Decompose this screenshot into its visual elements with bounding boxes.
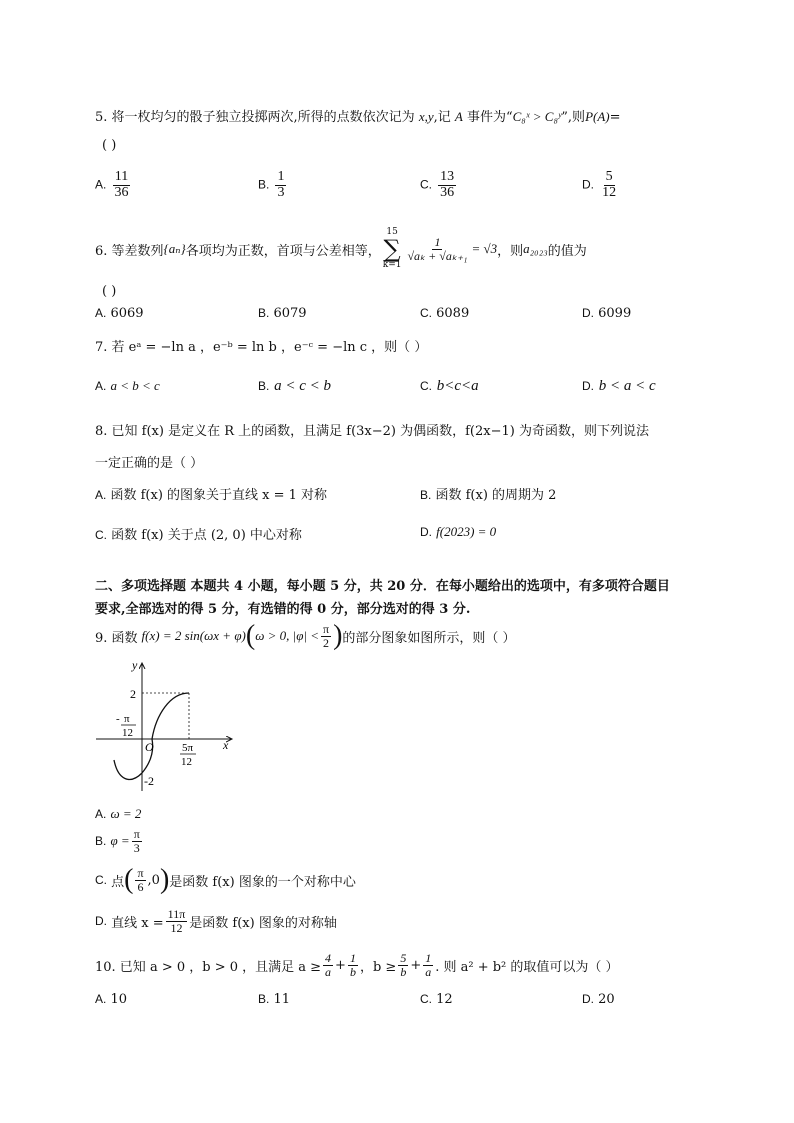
q6-stem-text-b: 各项均为正数，首项与公差相等， [185, 243, 381, 259]
q5-event-var: A [454, 109, 463, 124]
option-text: ω = 2 [110, 806, 142, 821]
origin-label: O [145, 740, 154, 754]
q10-option-d [582, 992, 615, 1007]
section2-heading-line1: 二、多项选择题 本题共 4 小题，每小题 5 分，共 20 分．在每小题给出的选项中，有多项符合题目 [95, 579, 670, 594]
q5-condition: C₈ˣ > C₈ʸ [512, 109, 562, 124]
fraction-numerator: π [133, 827, 140, 841]
option-text: 6089 [436, 306, 470, 321]
sum-lower-limit: k=1 [382, 260, 402, 270]
option-text: a < c < b [274, 378, 332, 394]
q9-option-d [95, 908, 337, 934]
option-text: 6099 [598, 306, 632, 321]
q7-stem: 7. 若 eᵃ = −ln a ，e⁻ᵇ = ln b ，e⁻ᶜ = −ln c ，则（ ） [95, 340, 428, 355]
plus-sign: + [410, 957, 422, 973]
q6-stem-text: 6. 等差数列 [95, 243, 164, 259]
q10-stem-text: 10. 已知 a > 0 ，b > 0 ，且满足 a ≥ [95, 959, 322, 975]
option-text: 直线 x = [111, 915, 164, 931]
option-letter: B. [258, 379, 270, 393]
q5-option-c [420, 170, 458, 200]
q7-option-b [258, 376, 331, 395]
option-letter: A. [95, 306, 107, 320]
q10-stem [95, 952, 619, 978]
left-tick-sign: - [116, 713, 120, 725]
q5-option-d [582, 170, 620, 200]
option-letter: A. [95, 992, 107, 1006]
option-text: 是函数 f(x) 图象的一个对称中心 [169, 874, 356, 890]
fraction-denominator: b [400, 964, 407, 979]
fraction-denominator: 2 [323, 635, 330, 650]
q5-stem-text: 5. 将一枚均匀的骰子独立投掷两次,所得的点数依次记为 [95, 110, 415, 125]
option-text: 函数 f(x) 的周期为 2 [435, 488, 557, 503]
q6-stem-text-d: 的值为 [547, 243, 587, 259]
sigma-icon: ∑ [383, 235, 401, 263]
option-letter: B. [95, 834, 107, 849]
q10-stem-text-c: . 则 a² + b² 的取值可以为（ ） [435, 959, 619, 975]
option-letter: D. [420, 525, 432, 539]
right-paren-icon: ) [159, 864, 170, 895]
fraction-numerator: π [323, 621, 330, 636]
q10-stem-text-b: ，b ≥ [359, 959, 397, 975]
q5-stem-text-d: ”,则 [561, 110, 586, 125]
option-text: 12 [436, 992, 453, 1007]
option-letter: A. [95, 488, 107, 502]
q9-option-c [95, 866, 356, 894]
q5-probability: P(A) [585, 109, 610, 124]
q8-option-b [420, 484, 556, 503]
option-letter: A. [95, 807, 107, 821]
option-text: 点 [111, 874, 125, 890]
option-text: b < a < c [598, 378, 656, 394]
option-text: 是函数 f(x) 图象的对称轴 [189, 915, 337, 931]
q9-sine-graph [90, 655, 250, 795]
q6-sequence: {aₙ} [163, 241, 186, 256]
option-text: 6069 [110, 306, 144, 321]
q9-option-b [95, 828, 144, 854]
fraction-numerator: π [137, 865, 144, 880]
fraction-denominator: 6 [137, 879, 144, 894]
option-text: φ = [110, 833, 130, 849]
fraction-numerator: 1 [277, 169, 285, 184]
sum-upper-limit: 15 [386, 227, 398, 237]
option-letter: D. [582, 379, 594, 393]
q8-option-d [420, 524, 496, 540]
q5-equals: = [609, 110, 621, 125]
q5-stem [95, 106, 621, 125]
q5-option-b [258, 170, 288, 200]
max-value-label: 2 [130, 687, 136, 701]
fraction-numerator: 1 [434, 234, 441, 249]
option-text: f(2023) = 0 [436, 524, 497, 539]
q6-term: a₂₀₂₃ [523, 241, 548, 256]
q10-option-b [258, 992, 290, 1007]
fraction-denominator: 12 [170, 920, 183, 935]
q8-stem-line1: 8. 已知 f(x) 是定义在 R 上的函数，且满足 f(3x−2) 为偶函数，f(2x−1) 为奇函数，则下列说法 [95, 424, 649, 439]
q6-summation [383, 228, 402, 270]
q9-condition: ω > 0, |φ| < [255, 628, 320, 643]
option-letter: C. [420, 177, 432, 192]
q7-option-d [582, 376, 656, 395]
fraction-denominator: √aₖ + √aₖ₊₁ [407, 248, 468, 263]
option-letter: D. [582, 992, 594, 1006]
option-letter: B. [258, 177, 270, 192]
option-letter: C. [95, 528, 107, 542]
fraction-numerator: 11 [114, 169, 129, 184]
fraction-numerator: 5 [400, 951, 407, 965]
fraction-denominator: 3 [133, 840, 140, 855]
fraction-numerator: 1 [425, 951, 432, 965]
option-text: 函数 f(x) 的图象关于直线 x = 1 对称 [110, 488, 328, 503]
q5-stem-text-c: 事件为“ [466, 110, 513, 125]
fraction-denominator: 12 [602, 184, 617, 200]
left-paren-icon: ( [124, 864, 134, 895]
section2-heading-line2: 要求,全部选对的得 5 分，有选错的得 0 分，部分选对的得 3 分. [95, 602, 471, 617]
option-letter: D. [95, 914, 107, 929]
option-text: 函数 f(x) 关于点 (2, 0) 中心对称 [111, 528, 302, 543]
option-letter: C. [420, 992, 432, 1006]
fraction-denominator: 3 [277, 184, 285, 200]
fraction-denominator: b [349, 964, 356, 979]
option-letter: B. [420, 488, 432, 502]
q6-stem [95, 228, 587, 270]
point-coordinate: ,0 [147, 872, 160, 888]
q5-option-a [95, 170, 132, 200]
q6-option-b [258, 306, 307, 321]
q8-stem-line2: 一定正确的是（ ） [95, 456, 204, 471]
q6-summand [405, 236, 469, 262]
option-text: 20 [598, 992, 615, 1007]
option-letter: C. [420, 306, 432, 320]
fraction-denominator: 36 [114, 184, 129, 200]
q5-answer-blank: ( ) [102, 138, 117, 153]
right-tick-numerator: 5π [182, 742, 194, 754]
q7-option-c [420, 376, 479, 395]
fraction-denominator: a [425, 964, 432, 979]
left-tick-denominator: 12 [122, 727, 133, 739]
option-letter: B. [258, 992, 270, 1006]
q7-option-a [95, 378, 160, 394]
fraction-numerator: 4 [325, 951, 332, 965]
left-tick-numerator: π [124, 713, 130, 725]
option-letter: A. [95, 379, 107, 393]
q9-option-a [95, 806, 141, 822]
q6-option-a [95, 306, 144, 321]
q9-stem-text-b: 的部分图象如图所示，则（ ） [342, 630, 516, 646]
q6-answer-blank: ( ) [102, 284, 117, 299]
fraction-numerator: 1 [349, 951, 356, 965]
option-letter: B. [258, 306, 270, 320]
q8-option-c [95, 524, 302, 543]
q9-stem-text: 9. 函数 [95, 630, 138, 646]
q5-vars: x,y [418, 109, 434, 124]
fraction-numerator: 13 [440, 169, 455, 184]
min-value-label: -2 [144, 774, 154, 788]
q6-stem-text-c: ，则 [497, 243, 524, 259]
q6-equals: = √3 [471, 241, 498, 256]
q8-option-a [95, 484, 327, 503]
y-axis-label: y [132, 658, 138, 672]
right-tick-denominator: 12 [181, 756, 192, 768]
q5-stem-text-b: ,记 [433, 110, 451, 125]
option-letter: D. [582, 306, 594, 320]
option-text: 6079 [273, 306, 307, 321]
x-axis-label: x [223, 738, 229, 752]
option-letter: C. [420, 379, 432, 393]
q6-option-d [582, 306, 631, 321]
q10-option-c [420, 992, 453, 1007]
q9-stem [95, 622, 516, 650]
q6-option-c [420, 306, 469, 321]
fraction-denominator: 36 [440, 184, 455, 200]
q10-option-a [95, 992, 127, 1007]
option-text: 10 [110, 992, 128, 1007]
fraction-denominator: a [325, 964, 332, 979]
plus-sign: + [335, 957, 346, 973]
option-letter: D. [582, 177, 594, 192]
q9-function: f(x) = 2 sin(ωx + φ) [141, 628, 246, 643]
right-paren-icon: ) [333, 620, 343, 651]
option-text: b<c<a [436, 378, 479, 394]
option-letter: A. [95, 177, 107, 192]
option-letter: C. [95, 873, 107, 887]
option-text: 11 [273, 992, 291, 1007]
fraction-numerator: 11π [167, 907, 186, 921]
left-paren-icon: ( [245, 620, 256, 651]
fraction-numerator: 5 [605, 169, 613, 184]
option-text: a < b < c [110, 378, 160, 393]
